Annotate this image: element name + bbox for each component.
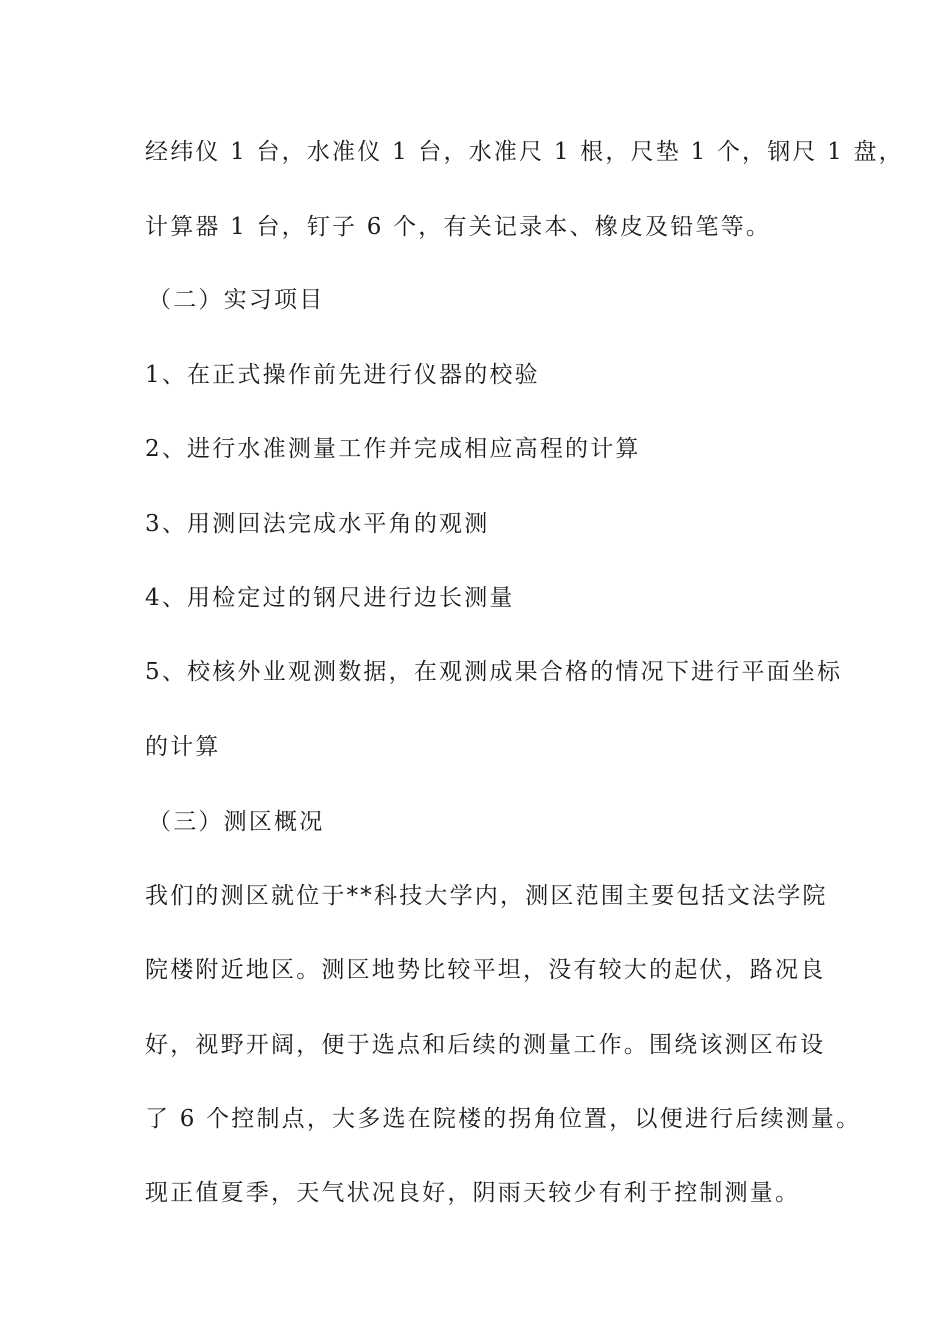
practice-item-5: 5、校核外业观测数据，在观测成果合格的情况下进行平面坐标: [145, 659, 843, 685]
practice-item-2: 2、进行水准测量工作并完成相应高程的计算: [145, 436, 641, 462]
equipment-line-1: 经纬仪 1 台，水准仪 1 台，水准尺 1 根，尺垫 1 个，钢尺 1 盘，: [145, 139, 904, 165]
survey-area-paragraph-line-5: 现正值夏季，天气状况良好，阴雨天较少有利于控制测量。: [145, 1180, 801, 1206]
section-heading-practice-items: （二）实习项目: [148, 287, 325, 313]
equipment-line-2: 计算器 1 台，钉子 6 个，有关记录本、橡皮及铅笔等。: [145, 214, 772, 240]
survey-area-paragraph-line-3: 好，视野开阔，便于选点和后续的测量工作。围绕该测区布设: [145, 1032, 826, 1058]
section-heading-survey-area: （三）测区概况: [148, 809, 325, 835]
practice-item-3: 3、用测回法完成水平角的观测: [145, 511, 490, 537]
practice-item-5-continued: 的计算: [145, 734, 221, 760]
practice-item-4: 4、用检定过的钢尺进行边长测量: [145, 585, 515, 611]
survey-area-paragraph-line-1: 我们的测区就位于**科技大学内，测区范围主要包括文法学院: [145, 883, 828, 909]
practice-item-1: 1、在正式操作前先进行仪器的校验: [145, 362, 540, 388]
survey-area-paragraph-line-2: 院楼附近地区。测区地势比较平坦，没有较大的起伏，路况良: [145, 957, 826, 983]
survey-area-paragraph-line-4: 了 6 个控制点，大多选在院楼的拐角位置，以便进行后续测量。: [145, 1106, 862, 1132]
